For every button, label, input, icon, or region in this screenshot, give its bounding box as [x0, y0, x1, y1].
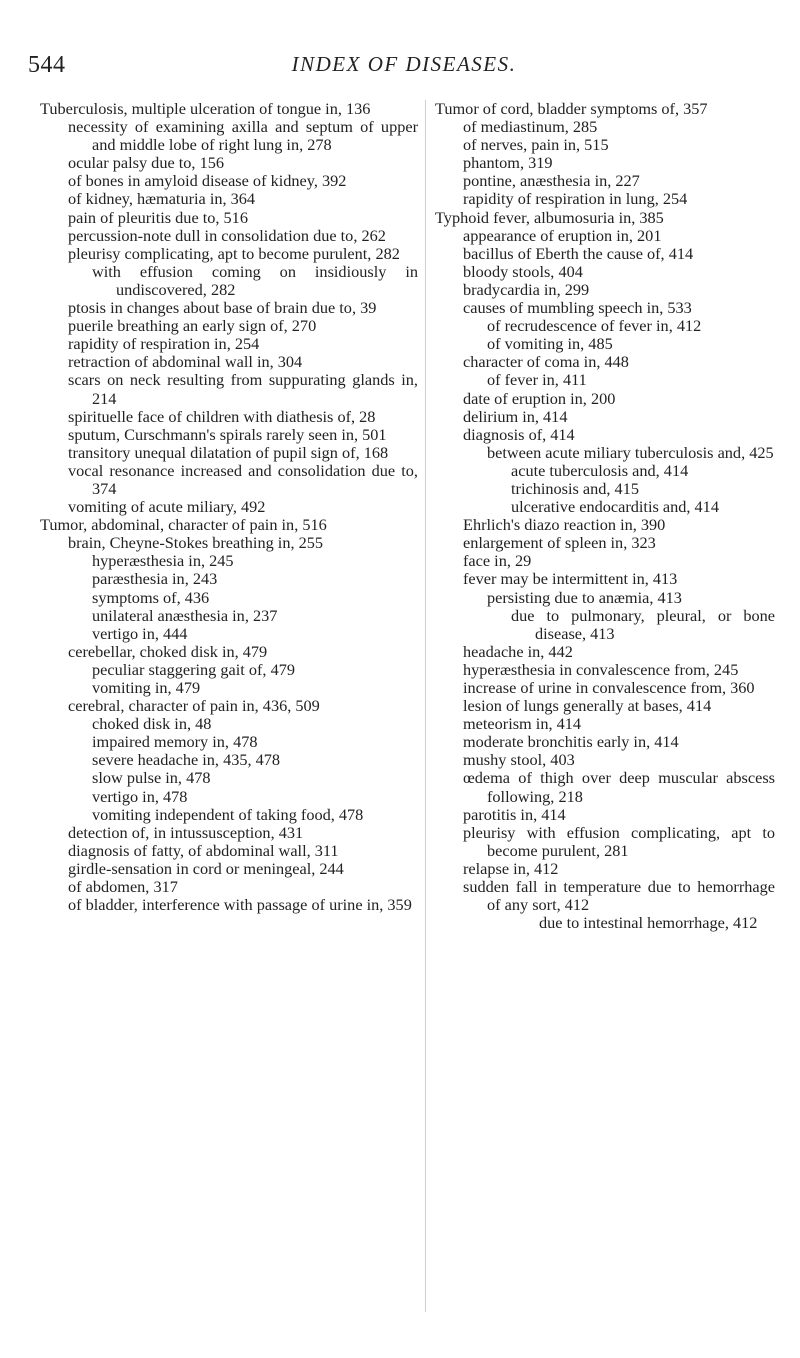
index-entry: enlargement of spleen in, 323 [463, 533, 656, 553]
index-entry: vertigo in, 444 [92, 623, 188, 643]
index-entry: ocular palsy due to, 156 [68, 153, 224, 173]
index-entry: retraction of abdominal wall in, 304 [68, 352, 303, 372]
index-entry: necessity of examining axilla and septum of upper and middle lobe of right lung in, 278 [68, 117, 418, 155]
index-entry: spirituelle face of children with diathesis of, 28 [68, 406, 376, 426]
index-entry: brain, Cheyne-Stokes breathing in, 255 [68, 533, 324, 553]
index-entry: causes of mumbling speech in, 533 [463, 298, 692, 318]
index-entry: Tumor of cord, bladder symptoms of, 357 [435, 99, 708, 118]
index-entry: acute tuberculosis and, 414 [511, 460, 689, 480]
index-entry: trichinosis and, 415 [511, 478, 639, 498]
index-entry: Typhoid fever, albumosuria in, 385 [435, 207, 664, 227]
index-entry: Ehrlich's diazo reaction in, 390 [463, 515, 666, 535]
index-entry: symptoms of, 436 [92, 587, 210, 607]
index-entry: persisting due to anæmia, 413 [487, 587, 682, 607]
index-entry: due to intestinal hemorrhage, 412 [539, 913, 758, 933]
index-entry: with effusion coming on insidiously in undiscovered, 282 [92, 261, 418, 299]
index-entry: paræsthesia in, 243 [92, 569, 218, 589]
index-entry: Tuberculosis, multiple ulceration of tongue in, 136 [40, 99, 371, 118]
index-entry: fever may be intermittent in, 413 [463, 569, 678, 589]
index-entry: between acute miliary tuberculosis and, 425 [487, 442, 774, 462]
index-entry: pleurisy complicating, apt to become purulent, 282 [68, 243, 400, 263]
index-entry: mushy stool, 403 [463, 750, 575, 770]
index-entry: vomiting of acute miliary, 492 [68, 497, 266, 517]
index-entry: appearance of eruption in, 201 [463, 225, 662, 245]
index-entry: scars on neck resulting from suppurating glands in, 214 [68, 370, 418, 408]
index-entry: severe headache in, 435, 478 [92, 750, 281, 770]
index-entry: phantom, 319 [463, 153, 553, 173]
index-entry: impaired memory in, 478 [92, 732, 258, 752]
index-entry: of bladder, interference with passage of urine in, 359 [68, 895, 412, 915]
running-head: INDEX OF DISEASES. [291, 52, 517, 76]
index-entry: choked disk in, 48 [92, 714, 212, 734]
index-entry: Tumor, abdominal, character of pain in, 516 [40, 515, 327, 535]
index-entry: bloody stools, 404 [463, 261, 583, 281]
index-entry: due to pulmonary, pleural, or bone disease, 413 [511, 605, 775, 643]
index-entry: transitory unequal dilatation of pupil sign of, 168 [68, 442, 389, 462]
index-entry: detection of, in intussusception, 431 [68, 822, 304, 842]
index-entry: of recrudescence of fever in, 412 [487, 316, 702, 336]
index-entry: peculiar staggering gait of, 479 [92, 659, 295, 679]
index-entry: cerebellar, choked disk in, 479 [68, 641, 268, 661]
index-entry: vomiting independent of taking food, 478 [92, 804, 364, 824]
index-entry: diagnosis of, 414 [463, 424, 575, 444]
index-entry: of mediastinum, 285 [463, 117, 598, 137]
page-header [28, 52, 780, 92]
index-entry: of abdomen, 317 [68, 877, 178, 897]
index-entry: character of coma in, 448 [463, 352, 629, 372]
index-entry: œdema of thigh over deep muscular abscess following, 218 [463, 768, 775, 806]
index-entry: percussion-note dull in consolidation due to, 262 [68, 225, 386, 245]
index-entry: headache in, 442 [463, 641, 573, 661]
index-entry: increase of urine in convalescence from, 360 [463, 678, 755, 697]
index-entry: pontine, anæsthesia in, 227 [463, 171, 640, 191]
index-entry: girdle-sensation in cord or meningeal, 244 [68, 858, 344, 878]
index-column-right [435, 100, 775, 932]
index-entry: date of eruption in, 200 [463, 388, 616, 408]
index-entry: bacillus of Eberth the cause of, 414 [463, 243, 694, 263]
index-entry: bradycardia in, 299 [463, 279, 590, 299]
index-entry: sudden fall in temperature due to hemorrhage of any sort, 412 [463, 877, 775, 915]
index-entry: hyperæsthesia in convalescence from, 245 [463, 659, 739, 679]
index-entry: of kidney, hæmaturia in, 364 [68, 189, 256, 209]
index-entry: vomiting in, 479 [92, 678, 201, 697]
index-entry: parotitis in, 414 [463, 804, 566, 824]
index-entry: meteorism in, 414 [463, 714, 582, 734]
index-entry: puerile breathing an early sign of, 270 [68, 316, 317, 336]
index-entry: hyperæsthesia in, 245 [92, 551, 234, 571]
index-entry: of bones in amyloid disease of kidney, 392 [68, 171, 347, 191]
index-entry: pain of pleuritis due to, 516 [68, 207, 248, 227]
index-entry: of nerves, pain in, 515 [463, 135, 609, 155]
index-entry: face in, 29 [463, 551, 532, 571]
page-number: 544 [28, 52, 66, 78]
index-entry: pleurisy with effusion complicating, apt to become purulent, 281 [463, 822, 775, 860]
index-entry: unilateral anæsthesia in, 237 [92, 605, 278, 625]
index-entry: sputum, Curschmann's spirals rarely seen in, 501 [68, 424, 387, 444]
index-entry: cerebral, character of pain in, 436, 509 [68, 696, 320, 716]
index-entry: moderate bronchitis early in, 414 [463, 732, 679, 752]
index-entry: ulcerative endocarditis and, 414 [511, 497, 719, 517]
index-entry: vertigo in, 478 [92, 786, 188, 806]
index-entry: of fever in, 411 [487, 370, 587, 390]
index-entry: diagnosis of fatty, of abdominal wall, 311 [68, 840, 339, 860]
index-entry: slow pulse in, 478 [92, 768, 211, 788]
index-entry: ptosis in changes about base of brain due to, 39 [68, 298, 377, 318]
index-entry: vocal resonance increased and consolidation due to, 374 [68, 460, 418, 498]
index-entry: relapse in, 412 [463, 858, 559, 878]
index-entry: rapidity of respiration in, 254 [68, 334, 260, 354]
index-column-left [40, 100, 426, 1312]
index-entry: rapidity of respiration in lung, 254 [463, 189, 688, 209]
index-entry: delirium in, 414 [463, 406, 568, 426]
index-entry: of vomiting in, 485 [487, 334, 613, 354]
index-entry: lesion of lungs generally at bases, 414 [463, 696, 712, 716]
